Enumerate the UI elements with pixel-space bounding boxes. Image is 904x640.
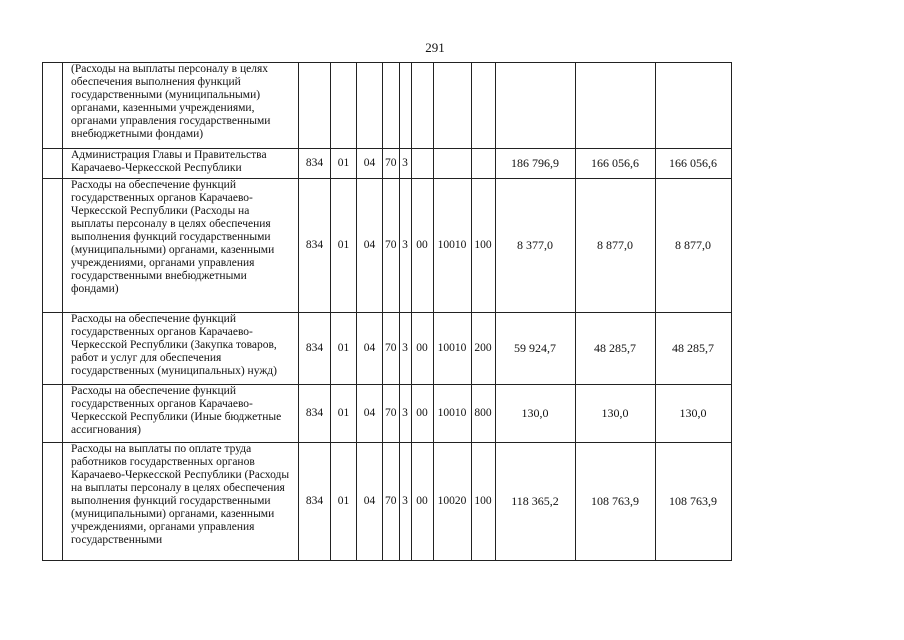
amount-year-3 [655, 63, 731, 149]
amount-year-3: 166 056,6 [655, 149, 731, 179]
subsection-code: 04 [357, 149, 383, 179]
subprogram-code [399, 63, 411, 149]
program-code [383, 63, 400, 149]
ministry-code [299, 63, 331, 149]
expense-type-code [471, 149, 495, 179]
section-code: 01 [331, 385, 357, 443]
direction-code: 10010 [433, 385, 471, 443]
main-event-code [411, 149, 433, 179]
section-code: 01 [331, 179, 357, 313]
subsection-code: 04 [357, 179, 383, 313]
amount-year-2: 166 056,6 [575, 149, 655, 179]
row-description: Расходы на обеспечение функций государственных органов Карачаево-Черкесской Республики (Иные бюджетные ассигнования) [63, 385, 299, 443]
row-index-cell [43, 313, 63, 385]
program-code: 70 [383, 179, 400, 313]
expense-type-code: 100 [471, 443, 495, 561]
amount-year-2: 130,0 [575, 385, 655, 443]
row-description: Расходы на обеспечение функций государственных органов Карачаево-Черкесской Республики (Расходы на выплаты персоналу в целях обеспечения выполнения функций государственными (муниципальными) органами, казенными учреждениями, органами управления государственными внебюджетными фондами) [63, 179, 299, 313]
subprogram-code: 3 [399, 149, 411, 179]
row-description: (Расходы на выплаты персоналу в целях обеспечения выполнения функций государственными (муниципальными) органами, казенными учреждениями, органами управления государственными внебюджетными фондами) [63, 63, 299, 149]
table-row [43, 63, 732, 149]
table-row [43, 313, 732, 385]
amount-year-1: 118 365,2 [495, 443, 575, 561]
row-index-cell [43, 63, 63, 149]
expense-type-code: 200 [471, 313, 495, 385]
section-code: 01 [331, 443, 357, 561]
row-index-cell [43, 443, 63, 561]
row-index-cell [43, 149, 63, 179]
table-row [43, 385, 732, 443]
expense-type-code: 800 [471, 385, 495, 443]
program-code: 70 [383, 149, 400, 179]
row-description: Администрация Главы и Правительства Карачаево-Черкесской Республики [63, 149, 299, 179]
amount-year-2: 108 763,9 [575, 443, 655, 561]
amount-year-2: 48 285,7 [575, 313, 655, 385]
program-code: 70 [383, 443, 400, 561]
page-number: 291 [425, 40, 445, 55]
subprogram-code: 3 [399, 179, 411, 313]
expense-type-code [471, 63, 495, 149]
subprogram-code: 3 [399, 313, 411, 385]
amount-year-1: 8 377,0 [495, 179, 575, 313]
amount-year-3: 48 285,7 [655, 313, 731, 385]
table-row [43, 149, 732, 179]
amount-year-1: 130,0 [495, 385, 575, 443]
direction-code: 10010 [433, 313, 471, 385]
table-row [43, 179, 732, 313]
direction-code: 10020 [433, 443, 471, 561]
amount-year-2: 8 877,0 [575, 179, 655, 313]
expense-type-code: 100 [471, 179, 495, 313]
row-index-cell [43, 385, 63, 443]
table-row [43, 443, 732, 561]
program-code: 70 [383, 313, 400, 385]
amount-year-2 [575, 63, 655, 149]
subsection-code: 04 [357, 313, 383, 385]
main-event-code: 00 [411, 385, 433, 443]
section-code: 01 [331, 313, 357, 385]
amount-year-3: 108 763,9 [655, 443, 731, 561]
main-event-code [411, 63, 433, 149]
subprogram-code: 3 [399, 385, 411, 443]
amount-year-3: 130,0 [655, 385, 731, 443]
ministry-code: 834 [299, 313, 331, 385]
program-code: 70 [383, 385, 400, 443]
ministry-code: 834 [299, 179, 331, 313]
amount-year-1: 59 924,7 [495, 313, 575, 385]
subsection-code [357, 63, 383, 149]
subprogram-code: 3 [399, 443, 411, 561]
ministry-code: 834 [299, 149, 331, 179]
direction-code [433, 149, 471, 179]
direction-code: 10010 [433, 179, 471, 313]
section-code [331, 63, 357, 149]
row-index-cell [43, 179, 63, 313]
section-code: 01 [331, 149, 357, 179]
amount-year-1: 186 796,9 [495, 149, 575, 179]
ministry-code: 834 [299, 385, 331, 443]
subsection-code: 04 [357, 443, 383, 561]
budget-table [42, 62, 732, 561]
row-description: Расходы на выплаты по оплате труда работников государственных органов Карачаево-Черкесской Республики (Расходы на выплаты персоналу в целях обеспечения выполнения функций государственными (муниципальными) органами, казенными учреждениями, органами управления государственными [63, 443, 299, 561]
subsection-code: 04 [357, 385, 383, 443]
amount-year-1 [495, 63, 575, 149]
direction-code [433, 63, 471, 149]
main-event-code: 00 [411, 313, 433, 385]
row-description: Расходы на обеспечение функций государственных органов Карачаево-Черкесской Республики (Закупка товаров, работ и услуг для обеспечения государственных (муниципальных) нужд) [63, 313, 299, 385]
amount-year-3: 8 877,0 [655, 179, 731, 313]
ministry-code: 834 [299, 443, 331, 561]
main-event-code: 00 [411, 179, 433, 313]
main-event-code: 00 [411, 443, 433, 561]
